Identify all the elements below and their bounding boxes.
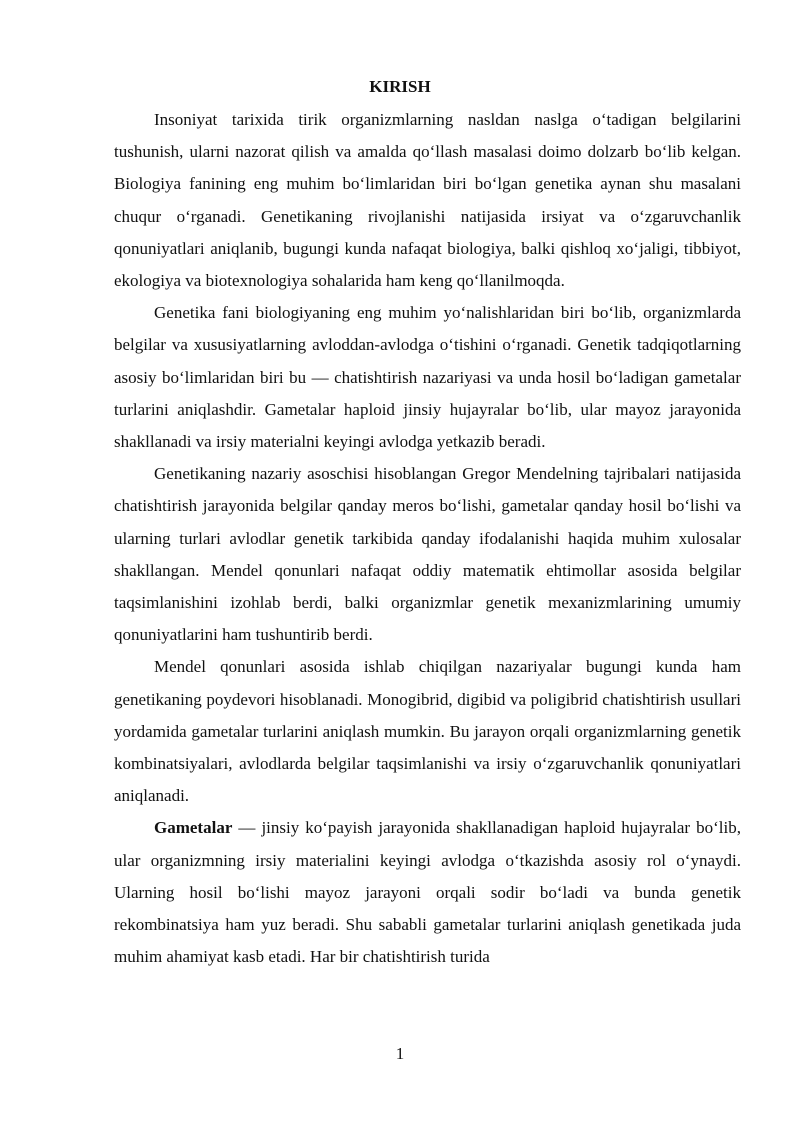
term-gametalar: Gametalar [154,818,233,838]
document-body [114,104,741,973]
paragraph-1: Insoniyat tarixida tirik organizmlarning nasldan naslga o‘tadigan belgilarini tushunish, ularni nazorat qilish va amalda qo‘llash masalasi doimo dolzarb bo‘lib kelgan. Biologiya fanining eng muhim bo‘limlaridan biri bo‘lgan genetika aynan shu masalani chuqur o‘rganadi. Genetikaning rivojlanishi natijasida irsiyat va o‘zgaruvchanlik qonuniyatlari aniqlanib, bugungi kunda nafaqat biologiya, balki qishloq xo‘jaligi, tibbiyot, ekologiya va biotexnologiya sohalarida ham keng qo‘llanilmoqda. [114,110,741,291]
page-number: 1 [395,1044,405,1063]
paragraph-4: Mendel qonunlari asosida ishlab chiqilgan nazariyalar bugungi kunda ham genetikaning poydevori hisoblanadi. Monogibrid, digibid va poligibrid chatishtirish usullari yordamida gametalar turlarini aniqlash mumkin. Bu jarayon orqali organizmlarning genetik kombinatsiyalari, avlodlarda belgilar taqsimlanishi va irsiy o‘zgaruvchanlik qonuniyatlari aniqlanadi. [114,657,741,806]
page-title: KIRISH [369,77,431,96]
paragraph-5-text: — jinsiy ko‘payish jarayonida shakllanadigan haploid hujayralar bo‘lib, ular organizmning irsiy materialini keyingi avlodga o‘tkazishda asosiy rol o‘ynaydi. Ularning hosil bo‘lishi mayoz jarayoni orqali sodir bo‘ladi va bunda genetik rekombinatsiya ham yuz beradi. Shu sababli gametalar turlarini aniqlash genetikada juda muhim ahamiyat kasb etadi. Har bir chatishtirish turida [114,818,741,967]
paragraph-5 [114,812,741,973]
paragraph-2: Genetika fani biologiyaning eng muhim yo‘nalishlaridan biri bo‘lib, organizmlarda belgilar va xususiyatlarning avloddan-avlodga o‘tishini o‘rganadi. Genetik tadqiqotlarning asosiy bo‘limlaridan biri bu — chatishtirish nazariyasi va unda hosil bo‘ladigan gametalar turlarini aniqlashdir. Gametalar haploid jinsiy hujayralar bo‘lib, ular mayoz jarayonida shakllanadi va irsiy materialni keyingi avlodga yetkazib beradi. [114,303,741,452]
paragraph-3: Genetikaning nazariy asoschisi hisoblangan Gregor Mendelning tajribalari natijasida chatishtirish jarayonida belgilar qanday meros bo‘lishi, gametalar qanday hosil bo‘lishi va ularning turlari avlodlar genetik tarkibida qanday ifodalanishi haqida muhim xulosalar shakllangan. Mendel qonunlari nafaqat oddiy matematik ehtimollar asosida belgilar taqsimlanishini izohlab berdi, balki organizmlar genetik mexanizmlarining umumiy qonuniyatlarini ham tushuntirib berdi. [114,464,741,645]
